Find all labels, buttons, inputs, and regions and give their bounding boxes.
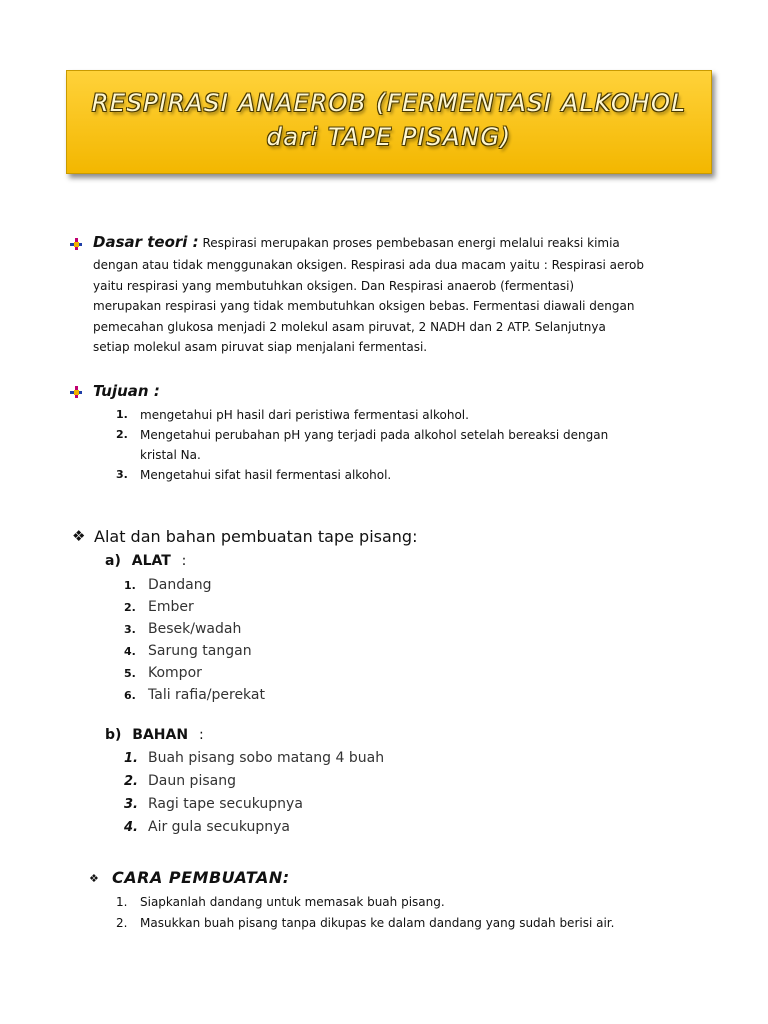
list-number: 2. xyxy=(116,916,128,930)
list-number: 3. xyxy=(124,623,136,636)
list-number: 3. xyxy=(124,797,138,812)
alat-list xyxy=(124,574,265,706)
dasar-teori-first-line xyxy=(93,232,713,253)
list-number: 4. xyxy=(124,645,136,658)
list-item-text: Kompor xyxy=(148,665,202,681)
dasar-teori-line: yaitu respirasi yang membutuhkan oksigen. Dan Respirasi anaerob (fermentasi) xyxy=(93,278,575,293)
dasar-teori-line: dengan atau tidak menggunakan oksigen. Respirasi ada dua macam yaitu : Respirasi aerob xyxy=(93,258,645,272)
list-item-text: Buah pisang sobo matang 4 buah xyxy=(148,750,385,766)
list-item xyxy=(124,684,265,706)
list-item xyxy=(124,747,384,770)
list-item-text: Air gula secukupnya xyxy=(148,819,291,835)
list-item xyxy=(124,816,384,839)
list-number: 2. xyxy=(124,774,138,789)
dasar-teori-text-0: Respirasi merupakan proses pembebasan energi melalui reaksi kimia xyxy=(202,236,620,250)
list-item-text: Mengetahui perubahan pH yang terjadi pada alkohol setelah bereaksi dengan xyxy=(140,428,609,442)
alat-heading: ALAT xyxy=(131,553,171,569)
list-item xyxy=(124,770,384,793)
alat-colon: : xyxy=(181,553,187,569)
list-item-text: Sarung tangan xyxy=(148,643,252,659)
dasar-teori-heading: Dasar teori : xyxy=(93,233,199,251)
list-item xyxy=(124,793,384,816)
list-number: 1. xyxy=(124,579,136,592)
plus-bullet-icon xyxy=(70,386,82,398)
list-number: 1. xyxy=(116,895,128,909)
list-number: 2. xyxy=(124,601,136,614)
title-line-2: dari TAPE PISANG) xyxy=(266,123,512,151)
bahan-subheading xyxy=(105,727,204,743)
cara-heading: CARA PEMBUATAN: xyxy=(112,868,290,887)
alat-label: a) xyxy=(105,553,121,569)
bahan-label: b) xyxy=(105,727,122,743)
list-item xyxy=(124,640,265,662)
title-banner xyxy=(66,70,712,174)
list-item xyxy=(116,465,608,485)
list-item-text: kristal Na. xyxy=(140,448,201,462)
list-item-text: Besek/wadah xyxy=(148,621,242,637)
list-item xyxy=(124,596,265,618)
bahan-list xyxy=(124,747,384,839)
list-number: 1. xyxy=(116,408,128,421)
plus-bullet-icon xyxy=(70,238,82,250)
alat-subheading xyxy=(105,553,186,569)
cara-list xyxy=(116,892,614,934)
list-number: 3. xyxy=(116,468,128,481)
list-number: 5. xyxy=(124,667,136,680)
list-number: 2. xyxy=(116,428,128,441)
list-item-text: Ember xyxy=(148,599,194,615)
diamond-bullet-icon: ❖ xyxy=(72,527,86,545)
dasar-teori-line: merupakan respirasi yang tidak membutuhkan oksigen bebas. Fermentasi diawali dengan xyxy=(93,299,635,313)
list-number: 6. xyxy=(124,689,136,702)
list-item xyxy=(116,913,614,934)
bahan-colon: : xyxy=(198,727,204,743)
tujuan-list xyxy=(116,405,608,485)
list-number: 4. xyxy=(124,820,138,835)
list-item-text: Mengetahui sifat hasil fermentasi alkohol. xyxy=(140,468,392,482)
list-item xyxy=(116,405,608,425)
list-item-text: mengetahui pH hasil dari peristiwa fermentasi alkohol. xyxy=(140,408,469,422)
tujuan-heading: Tujuan : xyxy=(93,382,160,400)
bahan-heading: BAHAN xyxy=(132,727,189,743)
title-line-1: RESPIRASI ANAEROB (FERMENTASI ALKOHOL xyxy=(91,89,687,117)
list-number: 1. xyxy=(124,751,138,766)
dasar-teori-line: pemecahan glukosa menjadi 2 molekul asam piruvat, 2 NADH dan 2 ATP. Selanjutnya xyxy=(93,319,606,334)
list-item xyxy=(124,618,265,640)
list-item-text: Ragi tape secukupnya xyxy=(148,796,303,812)
list-item-text: Dandang xyxy=(148,577,212,593)
list-item-text: Tali rafia/perekat xyxy=(148,687,265,703)
list-item-text: Masukkan buah pisang tanpa dikupas ke dalam dandang yang sudah berisi air. xyxy=(140,916,615,930)
list-item-text: Siapkanlah dandang untuk memasak buah pisang. xyxy=(140,895,445,909)
list-item xyxy=(124,574,265,596)
diamond-bullet-icon: ❖ xyxy=(89,872,99,885)
list-item xyxy=(116,425,608,465)
list-item-text: Daun pisang xyxy=(148,773,236,789)
list-item xyxy=(124,662,265,684)
alat-bahan-heading: Alat dan bahan pembuatan tape pisang: xyxy=(94,527,418,546)
dasar-teori-paragraph xyxy=(93,255,693,358)
list-item xyxy=(116,892,614,913)
dasar-teori-line: setiap molekul asam piruvat siap menjalani fermentasi. xyxy=(93,340,428,354)
